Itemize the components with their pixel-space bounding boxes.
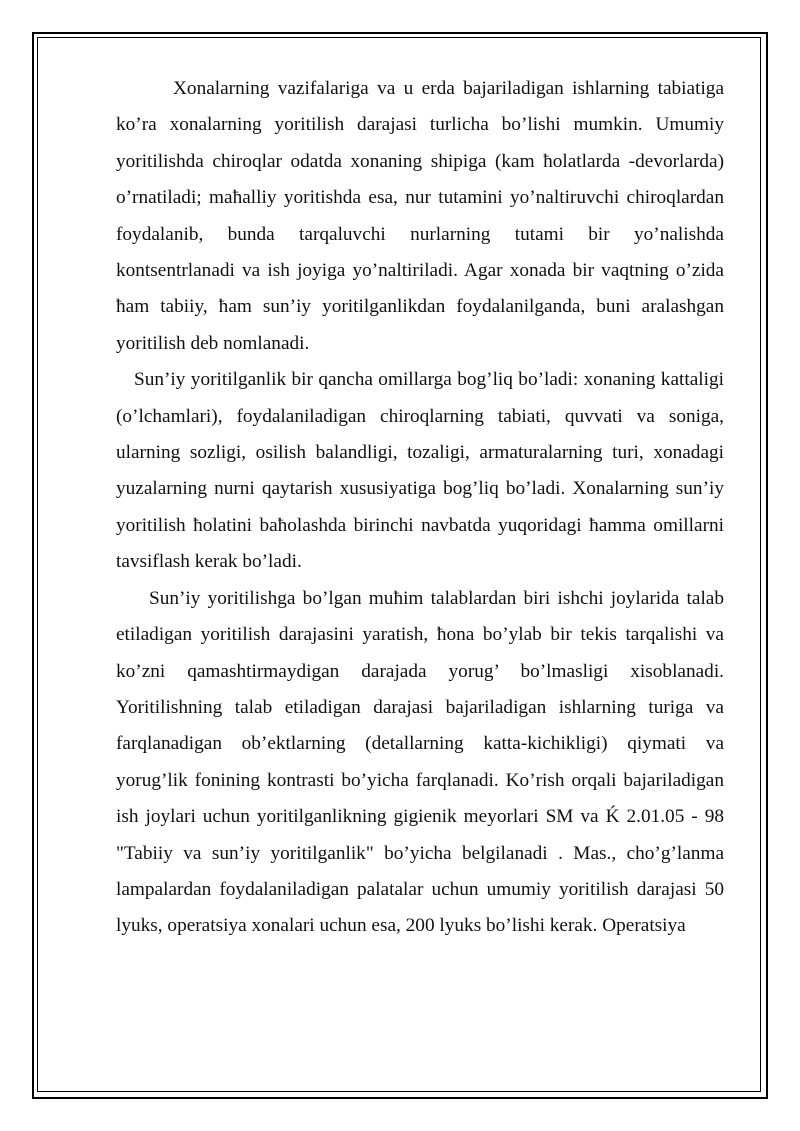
document-body: [116, 71, 724, 945]
paragraph-room-lighting-types: Xonalarning vazifalariga va u erda bajariladigan ishlarning tabiatiga ko’ra xonalarning yoritilish darajasi turlicha bo’lishi mumkin. Umumiy yoritilishda chiroqlar odatda xonaning shipiga (kam ħolatlarda -devorlarda) o’rnatiladi; maħalliy yoritishda esa, nur tutamini yo’naltiruvchi chiroqlardan foydalanib, bunda tarqaluvchi nurlarning tutami bir yo’nalishda kontsentrlanadi va ish joyiga yo’naltiriladi. Agar xonada bir vaqtning o’zida ħam tabiiy, ħam sun’iy yoritilganlikdan foydalanilganda, buni aralashgan yoritilish deb nomlanadi.: [116, 78, 724, 354]
paragraph-artificial-lighting-factors: Sun’iy yoritilganlik bir qancha omillarga bog’liq bo’ladi: xonaning kattaligi (o’lchamlari), foydalaniladigan chiroqlarning tabiati, quvvati va soniga, ularning sozligi, osilish balandligi, tozaligi, armaturalarning turi, xonadagi yuzalarning nurni qaytarish xususiyatiga bog’liq bo’ladi. Xonalarning sun’iy yoritilish ħolatini baħolashda birinchi navbatda yuqoridagi ħamma omillarni tavsiflash kerak bo’ladi.: [116, 369, 724, 573]
paragraph-lighting-requirements: Sun’iy yoritilishga bo’lgan muħim talablardan biri ishchi joylarida talab etiladigan yoritilish darajasini yaratish, ħona bo’ylab bir tekis tarqalishi va ko’zni qamashtirmaydigan darajada yorug’ bo’lmasligi xisoblanadi. Yoritilishning talab etiladigan darajasi bajariladigan ishlarning turiga va farqlanadigan ob’ektlarning (detallarning katta-kichikligi) qiymati va yorug’lik fonining kontrasti bo’yicha farqlanadi. Ko’rish orqali bajariladigan ish joylari uchun yoritilganlikning gigienik meyorlari SM va Ḱ 2.01.05 - 98 "Tabiiy va sun’iy yoritilganlik" bo’yicha belgilanadi . Mas., cho’g’lanma lampalardan foydalaniladigan palatalar uchun umumiy yoritilish darajasi 50 lyuks, operatsiya xonalari uchun esa, 200 lyuks bo’lishi kerak. Operatsiya: [116, 587, 724, 937]
